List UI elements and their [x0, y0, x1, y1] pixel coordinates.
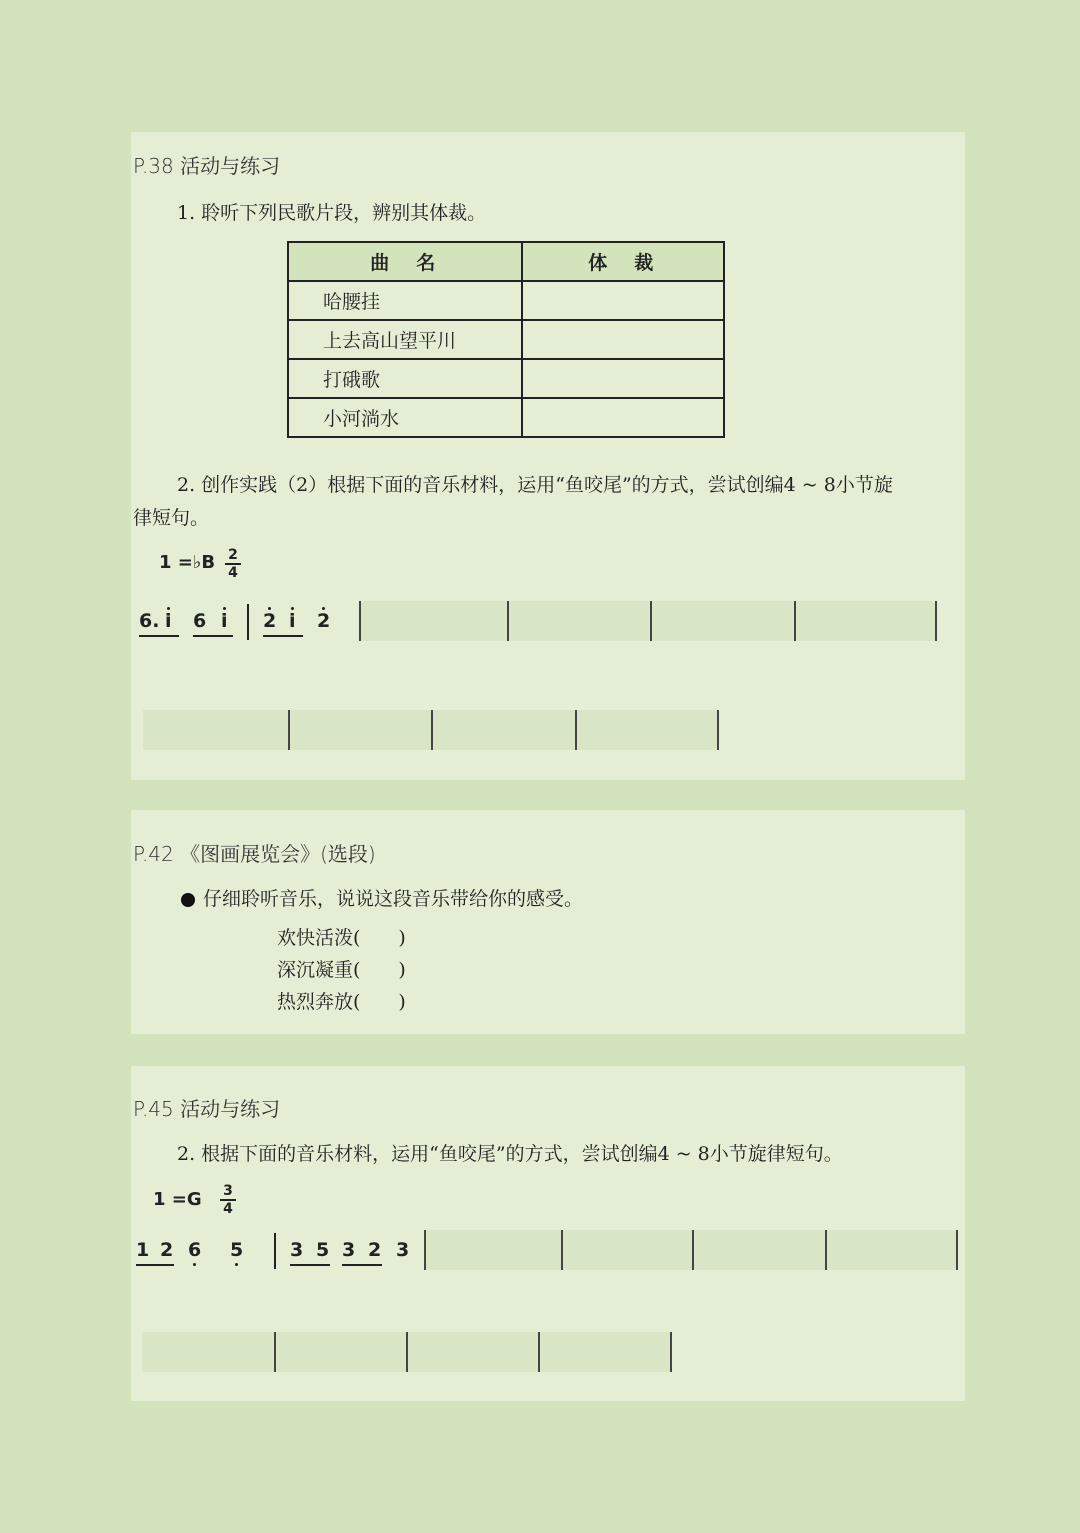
melody-material: [136, 1231, 426, 1271]
bullet-icon: [181, 893, 195, 907]
barline: [247, 604, 249, 640]
barline: [288, 710, 290, 750]
beam-underline: [139, 635, 179, 637]
note: 1: [136, 1239, 150, 1261]
note: i: [221, 610, 228, 632]
genre-answer-cell[interactable]: [522, 320, 724, 359]
song-name: 打硪歌: [288, 359, 522, 398]
note: 2: [368, 1239, 382, 1261]
genre-answer-cell[interactable]: [522, 281, 724, 320]
beam-underline: [193, 635, 233, 637]
composition-staff-row[interactable]: [359, 601, 937, 641]
barline: [825, 1230, 827, 1270]
song-name: 上去高山望平川: [288, 320, 522, 359]
listening-prompt: 仔细聆听音乐，说说这段音乐带给你的感受。: [181, 884, 583, 911]
barline: [507, 601, 509, 641]
barline: [406, 1332, 408, 1372]
choice-lively[interactable]: 欢快活泼( ): [277, 927, 406, 949]
barline: [424, 1230, 426, 1270]
note: 5: [316, 1239, 330, 1261]
beam-underline: [136, 1264, 174, 1266]
barline: [274, 1332, 276, 1372]
genre-answer-cell[interactable]: [522, 398, 724, 437]
section-p45: [131, 1066, 965, 1401]
section-p38: [131, 132, 965, 780]
note: 2: [160, 1239, 174, 1261]
note: 2: [263, 610, 277, 632]
note: 3: [290, 1239, 304, 1261]
note: 6: [188, 1239, 202, 1261]
note: 6: [193, 610, 207, 632]
barline: [575, 710, 577, 750]
table-row: [288, 320, 724, 359]
composition-staff-row[interactable]: [142, 1332, 672, 1372]
time-signature: 3 4: [220, 1184, 236, 1216]
barline: [561, 1230, 563, 1270]
table-row: [288, 359, 724, 398]
choice-passionate[interactable]: 热烈奔放( ): [277, 991, 406, 1013]
header-genre: 体 裁: [522, 242, 724, 281]
barline: [359, 601, 361, 641]
melody-material: [139, 602, 359, 642]
barline: [717, 710, 719, 750]
section-heading: P.38 活动与练习: [133, 154, 281, 178]
section-heading: P.42 《图画展览会》(选段): [133, 842, 376, 866]
note: 2: [317, 610, 331, 632]
question-2: 2. 根据下面的音乐材料，运用“鱼咬尾”的方式，尝试创编4 ~ 8小节旋律短句。: [177, 1143, 843, 1165]
barline: [274, 1233, 276, 1269]
note: 3: [342, 1239, 356, 1261]
barline: [650, 601, 652, 641]
note: i: [165, 610, 172, 632]
note: 3: [396, 1239, 410, 1261]
note: 6.: [139, 610, 160, 632]
barline: [670, 1332, 672, 1372]
note: i: [289, 610, 296, 632]
song-name: 小河淌水: [288, 398, 522, 437]
composition-staff-row[interactable]: [424, 1230, 958, 1270]
barline: [956, 1230, 958, 1270]
barline: [935, 601, 937, 641]
barline: [692, 1230, 694, 1270]
beam-underline: [290, 1264, 330, 1266]
barline: [431, 710, 433, 750]
composition-staff-row[interactable]: [143, 710, 719, 750]
genre-answer-cell[interactable]: [522, 359, 724, 398]
key-signature: 1 =G: [153, 1189, 202, 1210]
question-1: 1. 聆听下列民歌片段，辨别其体裁。: [177, 202, 487, 224]
beam-underline: [342, 1264, 382, 1266]
section-heading: P.45 活动与练习: [133, 1097, 281, 1121]
genre-table: [287, 241, 725, 438]
choice-deep[interactable]: 深沉凝重( ): [277, 959, 406, 981]
question-2-line-2: 律短句。: [133, 507, 210, 529]
beam-underline: [263, 635, 303, 637]
note: 5: [230, 1239, 244, 1261]
song-name: 哈腰挂: [288, 281, 522, 320]
table-row: [288, 398, 724, 437]
barline: [794, 601, 796, 641]
key-signature: 1 =♭B: [159, 552, 216, 573]
barline: [538, 1332, 540, 1372]
header-song-name: 曲 名: [288, 242, 522, 281]
time-signature: 2 4: [225, 548, 241, 580]
question-2-line-1: 2. 创作实践（2）根据下面的音乐材料，运用“鱼咬尾”的方式，尝试创编4 ~ 8小节旋: [177, 474, 893, 496]
table-row: [288, 281, 724, 320]
section-p42: [131, 810, 965, 1034]
